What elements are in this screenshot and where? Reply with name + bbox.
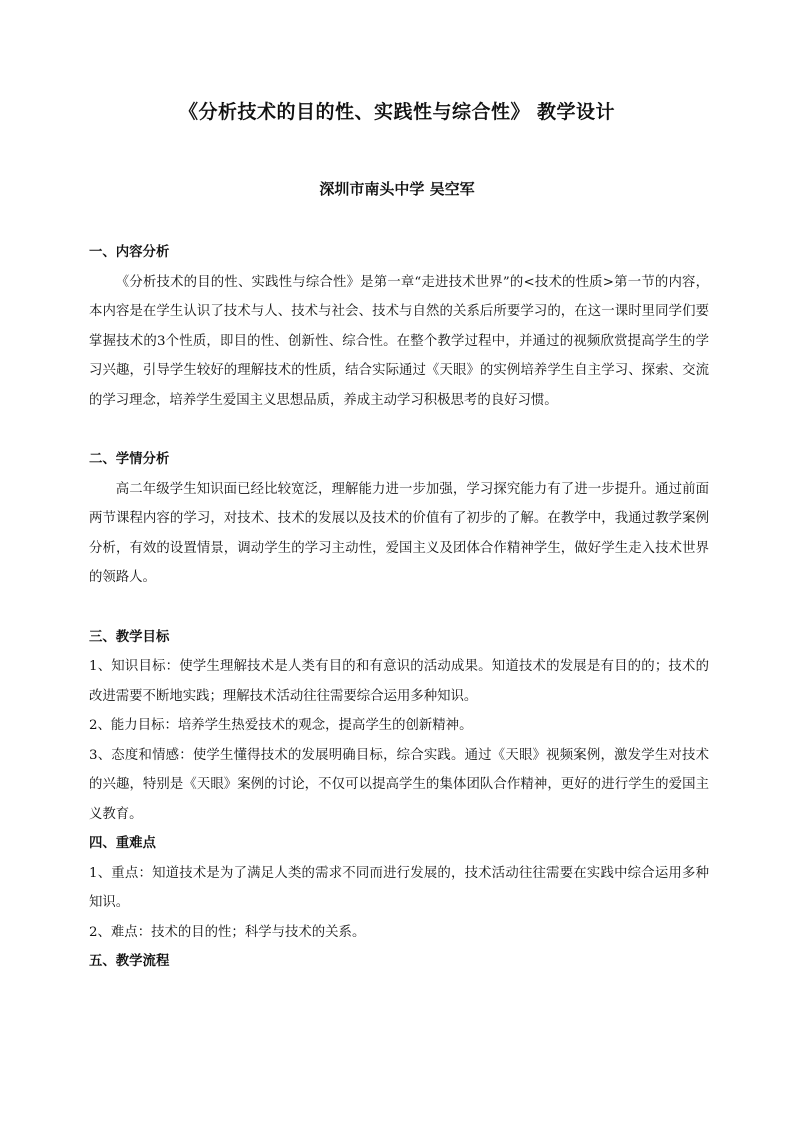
section-spacer bbox=[89, 593, 709, 623]
section-heading: 二、学情分析 bbox=[89, 451, 170, 467]
section-teaching-process bbox=[89, 947, 709, 977]
list-item: 3、态度和情感：使学生懂得技术的发展明确目标，综合实践。通过《天眼》视频案例，激发学生对技术的兴趣，特别是《天眼》案例的讨论，不仅可以提高学生的集体团队合作精神，更好的进行学生的爱国主义教育。 bbox=[89, 747, 709, 822]
list-item: 2、难点：技术的目的性；科学与技术的关系。 bbox=[89, 924, 366, 940]
list-item: 1、知识目标：使学生理解技术是人类有目的和有意识的活动成果。知道技术的发展是有目的的；技术的改进需要不断地实践；理解技术活动往往需要综合运用多种知识。 bbox=[89, 659, 709, 704]
section-paragraph: 高二年级学生知识面已经比较宽泛，理解能力进一步加强，学习探究能力有了进一步提升。通过前面两节课程内容的学习，对技术、技术的发展以及技术的价值有了初步的了解。在教学中，我通过教学案例分析，有效的设置情景，调动学生的学习主动性，爱国主义及团体合作精神学生，做好学生走入技术世界的领路人。 bbox=[89, 481, 709, 585]
section-key-difficulties bbox=[89, 829, 709, 947]
list-item: 1、重点：知道技术是为了满足人类的需求不同而进行发展的，技术活动往往需要在实践中综合运用多种知识。 bbox=[89, 865, 709, 910]
document-body bbox=[89, 238, 709, 977]
section-spacer bbox=[89, 415, 709, 445]
section-teaching-goals bbox=[89, 623, 709, 830]
section-heading: 五、教学流程 bbox=[89, 953, 170, 969]
section-heading: 一、内容分析 bbox=[89, 244, 170, 260]
section-heading: 三、教学目标 bbox=[89, 628, 170, 645]
list-item: 2、能力目标：培养学生热爱技术的观念，提高学生的创新精神。 bbox=[89, 718, 473, 733]
section-heading: 四、重难点 bbox=[89, 835, 156, 851]
section-student-analysis bbox=[89, 445, 709, 593]
document-title: 《分析技术的目的性、实践性与综合性》 教学设计 bbox=[178, 101, 616, 123]
document-author: 深圳市南头中学 吴空军 bbox=[319, 180, 475, 198]
section-content-analysis bbox=[89, 238, 709, 415]
section-paragraph: 《分析技术的目的性、实践性与综合性》是第一章“走进技术世界”的<技术的性质>第一节的内容，本内容是在学生认识了技术与人、技术与社会、技术与自然的关系后所要学习的，在这一课时里同学们要掌握技术的3个性质，即目的性、创新性、综合性。在整个教学过程中，并通过的视频欣赏提高学生的学习兴趣，引导学生较好的理解技术的性质，结合实际通过《天眼》的实例培养学生自主学习、探索、交流的学习理念，培养学生爱国主义思想品质，养成主动学习积极思考的良好习惯。 bbox=[89, 274, 709, 408]
